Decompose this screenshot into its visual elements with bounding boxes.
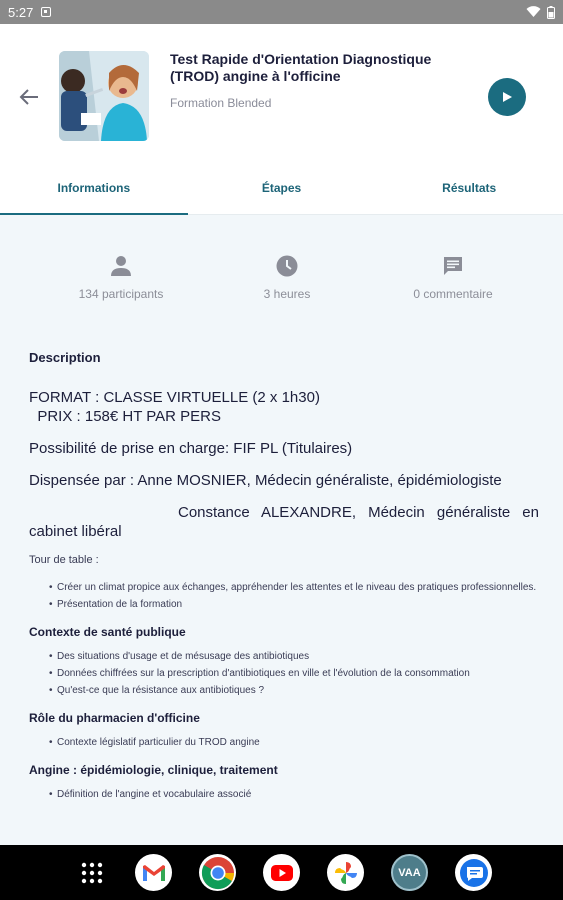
speaker-line-2b: cabinet libéral [29,523,122,540]
section-title: Rôle du pharmacien d'officine [29,711,200,725]
chrome-icon[interactable] [199,854,236,891]
stat-participants [38,255,204,301]
play-icon [501,91,513,103]
section-list [29,737,539,749]
back-button[interactable] [14,82,44,112]
participants-count: 134 participants [78,287,164,301]
section-list [29,789,539,801]
tab-etapes[interactable]: Étapes [261,181,302,195]
list-item: • Des situations d'usage et de mésusage des antibiotiques [49,651,539,663]
list-item: • Présentation de la formation [49,599,539,611]
list-item: • Définition de l'angine et vocabulaire associé [49,789,539,801]
course-stats [0,255,563,301]
course-title: Test Rapide d'Orientation Diagnostique (TROD) angine à l'officine [170,51,432,84]
comments-count: 0 commentaire [413,287,493,301]
section-title: Contexte de santé publique [29,625,186,639]
list-item: • Qu'est-ce que la résistance aux antibiotiques ? [49,685,539,697]
course-content[interactable] [0,215,563,845]
tab-resultats[interactable]: Résultats [442,181,497,195]
format-line: FORMAT : CLASSE VIRTUELLE (2 x 1h30) [29,389,320,406]
section-list [29,651,539,697]
status-bar [0,0,563,24]
photos-icon[interactable] [327,854,364,891]
course-header [0,24,563,174]
status-time: 5:27 [8,4,34,20]
list-item: • Contexte législatif particulier du TROD angine [49,737,539,749]
stat-duration [204,255,370,301]
course-image [59,51,149,141]
status-icons [526,6,555,19]
intro-list [29,582,539,611]
description-block [29,350,539,806]
tab-informations[interactable]: Informations [0,174,188,214]
list-item: • Créer un climat propice aux échanges, appréhender les attentes et le niveau des pratiques professionnelles. [49,582,539,594]
course-thumbnail [59,51,149,141]
notification-icon [41,7,51,17]
price-line: PRIX : 158€ HT PAR PERS [29,408,222,425]
arrow-back-icon [19,88,39,106]
section-title: Angine : épidémiologie, clinique, traitement [29,763,278,777]
bottom-dock [0,845,563,900]
intro-label: Tour de table : [29,554,99,566]
funding-line: Possibilité de prise en charge: FIF PL (Titulaires) [29,440,353,457]
comment-icon [442,255,464,277]
vaa-app-icon[interactable] [391,854,428,891]
gmail-icon[interactable] [135,854,172,891]
description-heading: Description [29,350,101,365]
battery-icon [547,6,555,19]
messages-icon[interactable] [455,854,492,891]
youtube-icon[interactable] [263,854,300,891]
clock-icon [276,255,298,277]
list-item: • Données chiffrées sur la prescription d'antibiotiques en ville et l'évolution de la consommation [49,668,539,680]
apps-grid-icon[interactable] [73,854,110,891]
speaker-line-2: Constance ALEXANDRE, Médecin généraliste en [178,504,539,521]
speaker-line-1: Dispensée par : Anne MOSNIER, Médecin généraliste, épidémiologiste [29,472,502,489]
vaa-label: VAA [398,866,421,879]
stat-comments [370,255,536,301]
play-button[interactable] [488,78,526,116]
duration-value: 3 heures [263,287,311,301]
person-icon [110,255,132,277]
tab-bar [0,174,563,215]
wifi-icon [526,6,541,18]
course-type: Formation Blended [170,96,272,110]
